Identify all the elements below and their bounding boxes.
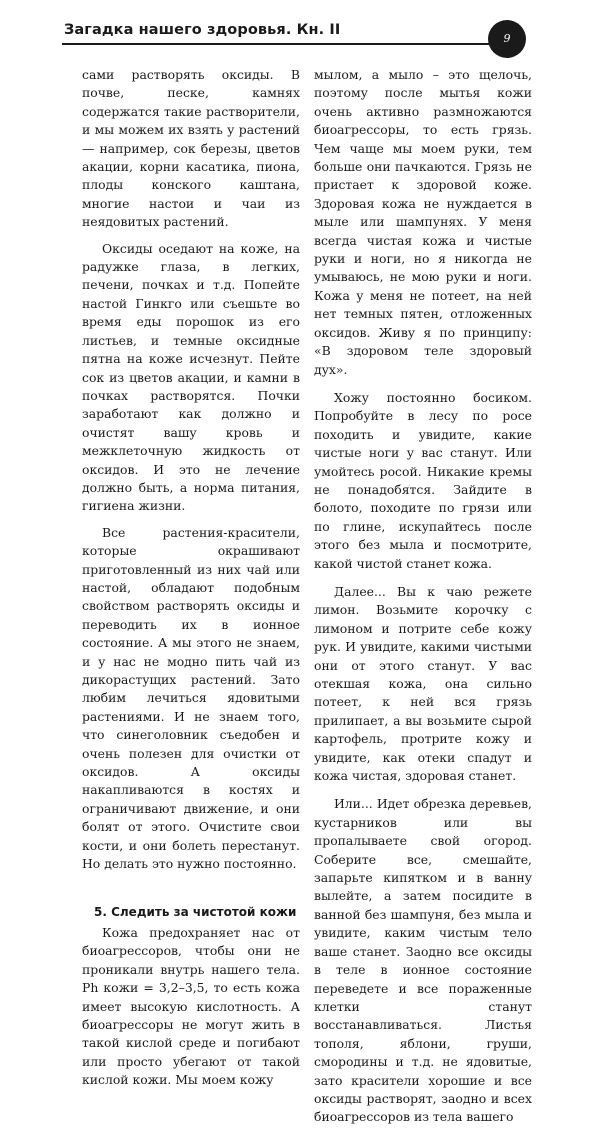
left-column <box>82 66 300 1098</box>
page-number-badge: 9 <box>488 20 526 58</box>
header-title: Загадка нашего здоровья. Кн. II <box>64 22 341 38</box>
paragraph: Хожу постоянно босиком. Попробуйте в лесу по росе походить и увидите, какие чистые ноги у вас станут. Или умойтесь росой. Никакие кремы не понадобятся. Зайдите в болото, походите по грязи или по глине, искупайтесь после этого без мыла и посмотрите, какой чистой станет кожа. <box>314 389 532 571</box>
paragraph: Или... Идет обрезка деревьев, кустарников или вы пропалываете свой огород. Соберите все, смешайте, запарьте кипятком и в ванну вылейте, а затем посидите в ванной без шампуня, без мыла и увидите, каким чистым тело ваше станет. Заодно все оксиды в теле в ионное состояние переведете и все пораженные клетки станут восстанавливаться. Листья тополя, яблони, груши, смородины и т.д. не ядовитые, зато красители хорошие и все оксиды растворят, заодно и всех биоагрессоров из тела вашего <box>314 796 532 1125</box>
paragraph: Оксиды оседают на коже, на радужке глаза, в легких, печени, почках и т.д. Попейте настой Гинкго или съешьте во время еды порошок из его листьев, и темные оксидные пятна на коже исчезнут. Пейте сок из цветов акации, и камни в почках растворятся. Почки заработают как должно и очистят вашу кровь и межклеточную жидкость от оксидов. И это не лечение должно быть, а норма питания, гигиена жизни. <box>82 240 300 514</box>
paragraph: Все растения-красители, которые окрашивают приготовленный из них чай или настой, обладают подобным свойством растворять оксиды и переводить их в ионное состояние. А мы этого не знаем, и у нас не модно пить чай из дикорастущих растений. Зато любим лечиться ядовитыми растениями. И не знаем того, что синеголовник съедобен и очень полезен для очистки от оксидов. А оксиды накапливаются в костях и ограничивают движение, и они болят от этого. Очистите свои кости, и они болеть перестанут. Но делать это нужно постоянно. <box>82 524 300 872</box>
paragraph: Далее... Вы к чаю режете лимон. Возьмите корочку с лимоном и потрите себе кожу рук. И увидите, какими чистыми они от этого станут. У вас отекшая кожа, она сильно потеет, к ней вся грязь прилипает, а вы возьмите сырой картофель, протрите кожу и увидите, как отеки спадут и кожа чистая, здоровая станет. <box>314 583 532 784</box>
paragraph: Кожа предохраняет нас от биоагрессоров, чтобы они не проникали внутрь нашего тела. Ph кожи = 3,2–3,5, то есть кожа имеет высокую кислотность. А биоагрессоры не могут жить в такой кислой среде и погибают или просто убегают от такой кислой кожи. Мы моем кожу <box>82 924 300 1088</box>
right-column <box>314 66 532 1137</box>
running-header <box>62 20 532 46</box>
header-rule <box>62 43 512 45</box>
section-heading: 5. Следить за чистотой кожи <box>94 905 297 920</box>
paragraph: мылом, а мыло – это щелочь, поэтому после мытья кожи очень активно размножаются биоагрессоры, то есть грязь. Чем чаще мы моем руки, тем больше они пачкаются. Грязь не пристает к здоровой коже. Здоровая кожа не нуждается в мыле или шампунях. У меня всегда чистая кожа и чистые руки и ноги, но я никогда не умываюсь, не мою руки и ноги. Кожа у меня не потеет, на ней нет темных пятен, отложенных оксидов. Живу я по принципу: «В здоровом теле здоровый дух». <box>314 67 532 377</box>
paragraph: сами растворять оксиды. В почве, песке, камнях содержатся такие растворители, и мы можем их взять у растений — например, сок березы, цветов акации, корни касатика, пиона, плоды конского каштана, многие настои и чаи из неядовитых растений. <box>82 67 300 230</box>
